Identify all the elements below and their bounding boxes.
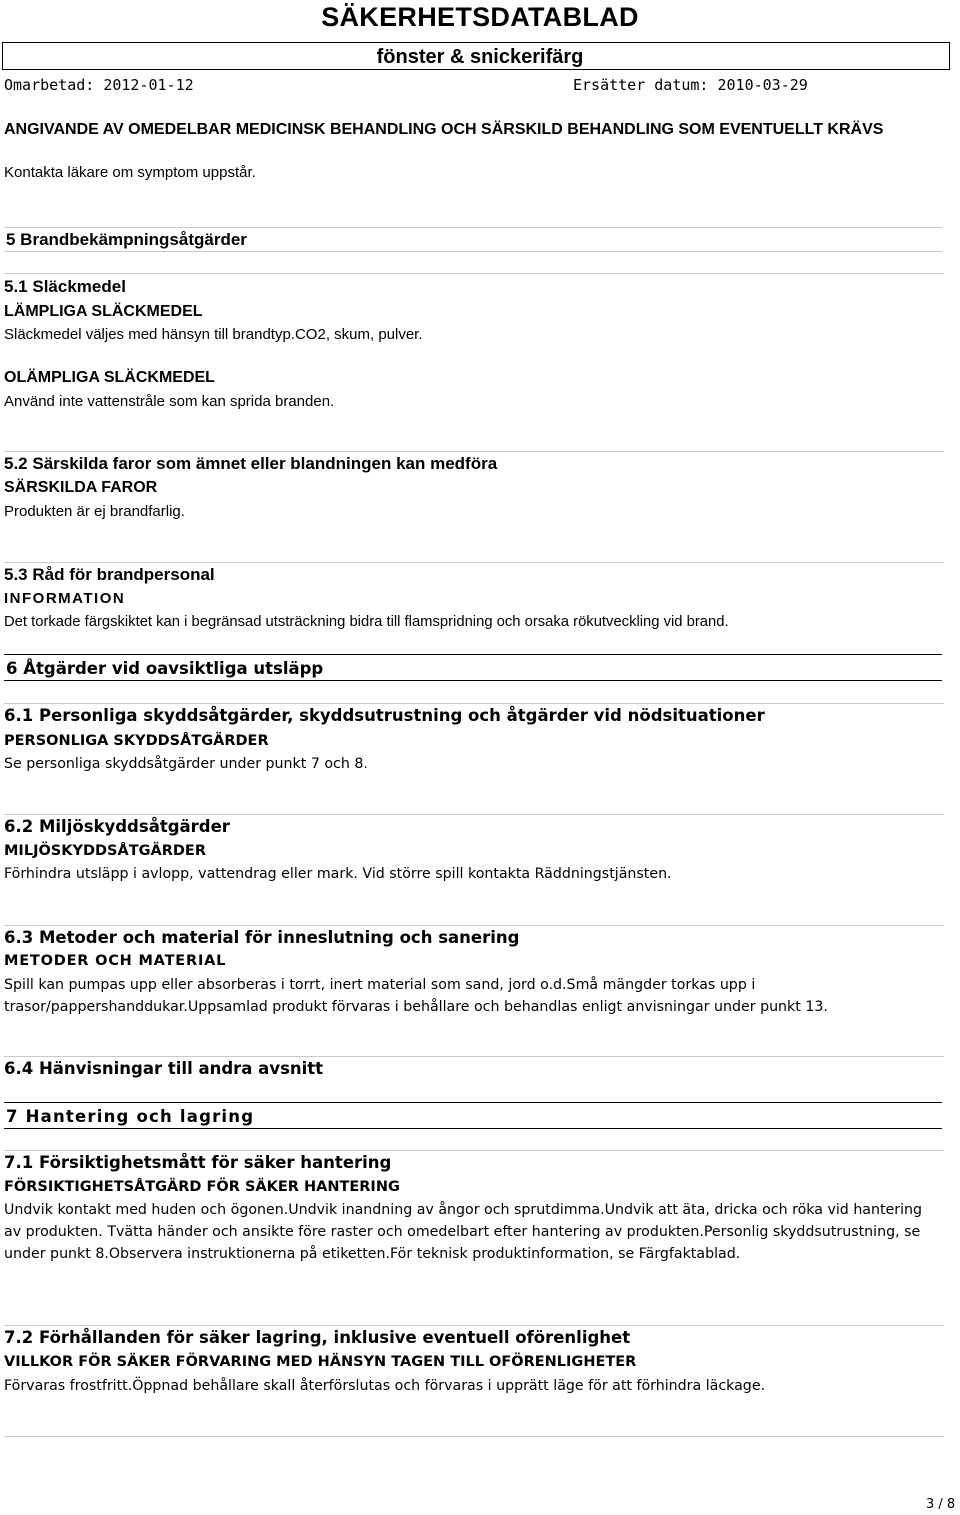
divider [4, 654, 942, 655]
section-6-1-heading: 6.1 Personliga skyddsåtgärder, skyddsutrustning och åtgärder vid nödsituationer [4, 706, 765, 725]
section-6-3-label: METODER OCH MATERIAL [4, 953, 227, 969]
product-name: fönster & snickerifärg [376, 46, 584, 68]
section-6-1-label: PERSONLIGA SKYDDSÅTGÄRDER [4, 733, 269, 749]
section-5-2-label: SÄRSKILDA FAROR [4, 479, 158, 496]
replaces-date: Ersätter datum: 2010-03-29 [573, 76, 808, 94]
page-number: 3 / 8 [926, 1497, 956, 1512]
section-4-text: Kontakta läkare om symptom uppstår. [4, 164, 256, 181]
section-6-2-heading: 6.2 Miljöskyddsåtgärder [4, 817, 230, 836]
section-6-2-label: MILJÖSKYDDSÅTGÄRDER [4, 843, 206, 859]
divider [4, 814, 944, 815]
section-5-3-label: INFORMATION [4, 590, 126, 607]
divider [4, 703, 944, 704]
divider [4, 1436, 944, 1437]
divider [4, 925, 944, 926]
divider [4, 1056, 944, 1057]
document-title: SÄKERHETSDATABLAD [321, 2, 639, 32]
section-5-heading: 5 Brandbekämpningsåtgärder [6, 230, 247, 249]
section-6-3-heading: 6.3 Metoder och material för inneslutning och sanering [4, 928, 520, 947]
section-7-2-text: Förvaras frostfritt.Öppnad behållare skall återförslutas och förvaras i upprätt läge för att förhindra läckage. [4, 1378, 766, 1394]
divider [4, 451, 944, 452]
section-7-1-heading: 7.1 Försiktighetsmått för säker hantering [4, 1153, 392, 1172]
section-5-2-text: Produkten är ej brandfarlig. [4, 503, 185, 520]
section-7-2-heading: 7.2 Förhållanden för säker lagring, inklusive eventuell oförenlighet [4, 1328, 631, 1347]
section-7-heading: 7 Hantering och lagring [6, 1107, 255, 1126]
section-6-3-text: Spill kan pumpas upp eller absorberas i torrt, inert material som sand, jord o.d.Små mängder torkas upp i trasor/pappershanddukar.Uppsamlad produkt förvaras i behållare och behandlas enligt anvisningar under punkt 13. [4, 977, 828, 1015]
section-6-2-text: Förhindra utsläpp i avlopp, vattendrag eller mark. Vid större spill kontakta Räddningstjänsten. [4, 866, 672, 882]
section-5-2-heading: 5.2 Särskilda faror som ämnet eller blandningen kan medföra [4, 454, 498, 473]
divider [4, 1128, 942, 1129]
section-6-4-heading: 6.4 Hänvisningar till andra avsnitt [4, 1059, 324, 1078]
section-5-1-text-suitable: Släckmedel väljes med hänsyn till brandtyp.CO2, skum, pulver. [4, 326, 423, 343]
divider [4, 251, 942, 252]
section-6-heading: 6 Åtgärder vid oavsiktliga utsläpp [6, 659, 324, 678]
section-5-1-label-unsuitable: OLÄMPLIGA SLÄCKMEDEL [4, 369, 215, 386]
divider [4, 1102, 942, 1103]
revised-date: Omarbetad: 2012-01-12 [4, 76, 194, 94]
section-7-2-label: VILLKOR FÖR SÄKER FÖRVARING MED HÄNSYN TAGEN TILL OFÖRENLIGHETER [4, 1354, 637, 1370]
divider [4, 273, 944, 274]
section-5-3-heading: 5.3 Råd för brandpersonal [4, 565, 215, 584]
divider [4, 227, 942, 228]
section-6-1-text: Se personliga skyddsåtgärder under punkt 7 och 8. [4, 756, 368, 772]
divider [4, 562, 944, 563]
section-5-1-text-unsuitable: Använd inte vattenstråle som kan sprida branden. [4, 393, 335, 410]
section-5-3-text: Det torkade färgskiktet kan i begränsad utsträckning bidra till flamspridning och orsaka rökutveckling vid brand. [4, 614, 729, 630]
divider [4, 1150, 944, 1151]
section-7-1-text: Undvik kontakt med huden och ögonen.Undvik inandning av ångor och sprutdimma.Undvik att äta, dricka och röka vid hantering av produkten. Tvätta händer och ansikte före raster och omedelbart efter hantering av produkten.Personlig skyddsutrustning, se under punkt 8.Observera instruktionerna på etiketten.För teknisk produktinformation, se Färgfaktablad. [4, 1202, 923, 1262]
section-7-1-label: FÖRSIKTIGHETSÅTGÄRD FÖR SÄKER HANTERING [4, 1179, 400, 1195]
section-4-heading: ANGIVANDE AV OMEDELBAR MEDICINSK BEHANDLING OCH SÄRSKILD BEHANDLING SOM EVENTUELLT KRÄVS [4, 121, 884, 138]
section-5-1-label-suitable: LÄMPLIGA SLÄCKMEDEL [4, 303, 203, 320]
section-5-1-heading: 5.1 Släckmedel [4, 277, 126, 296]
divider [4, 1325, 944, 1326]
divider [4, 680, 942, 681]
